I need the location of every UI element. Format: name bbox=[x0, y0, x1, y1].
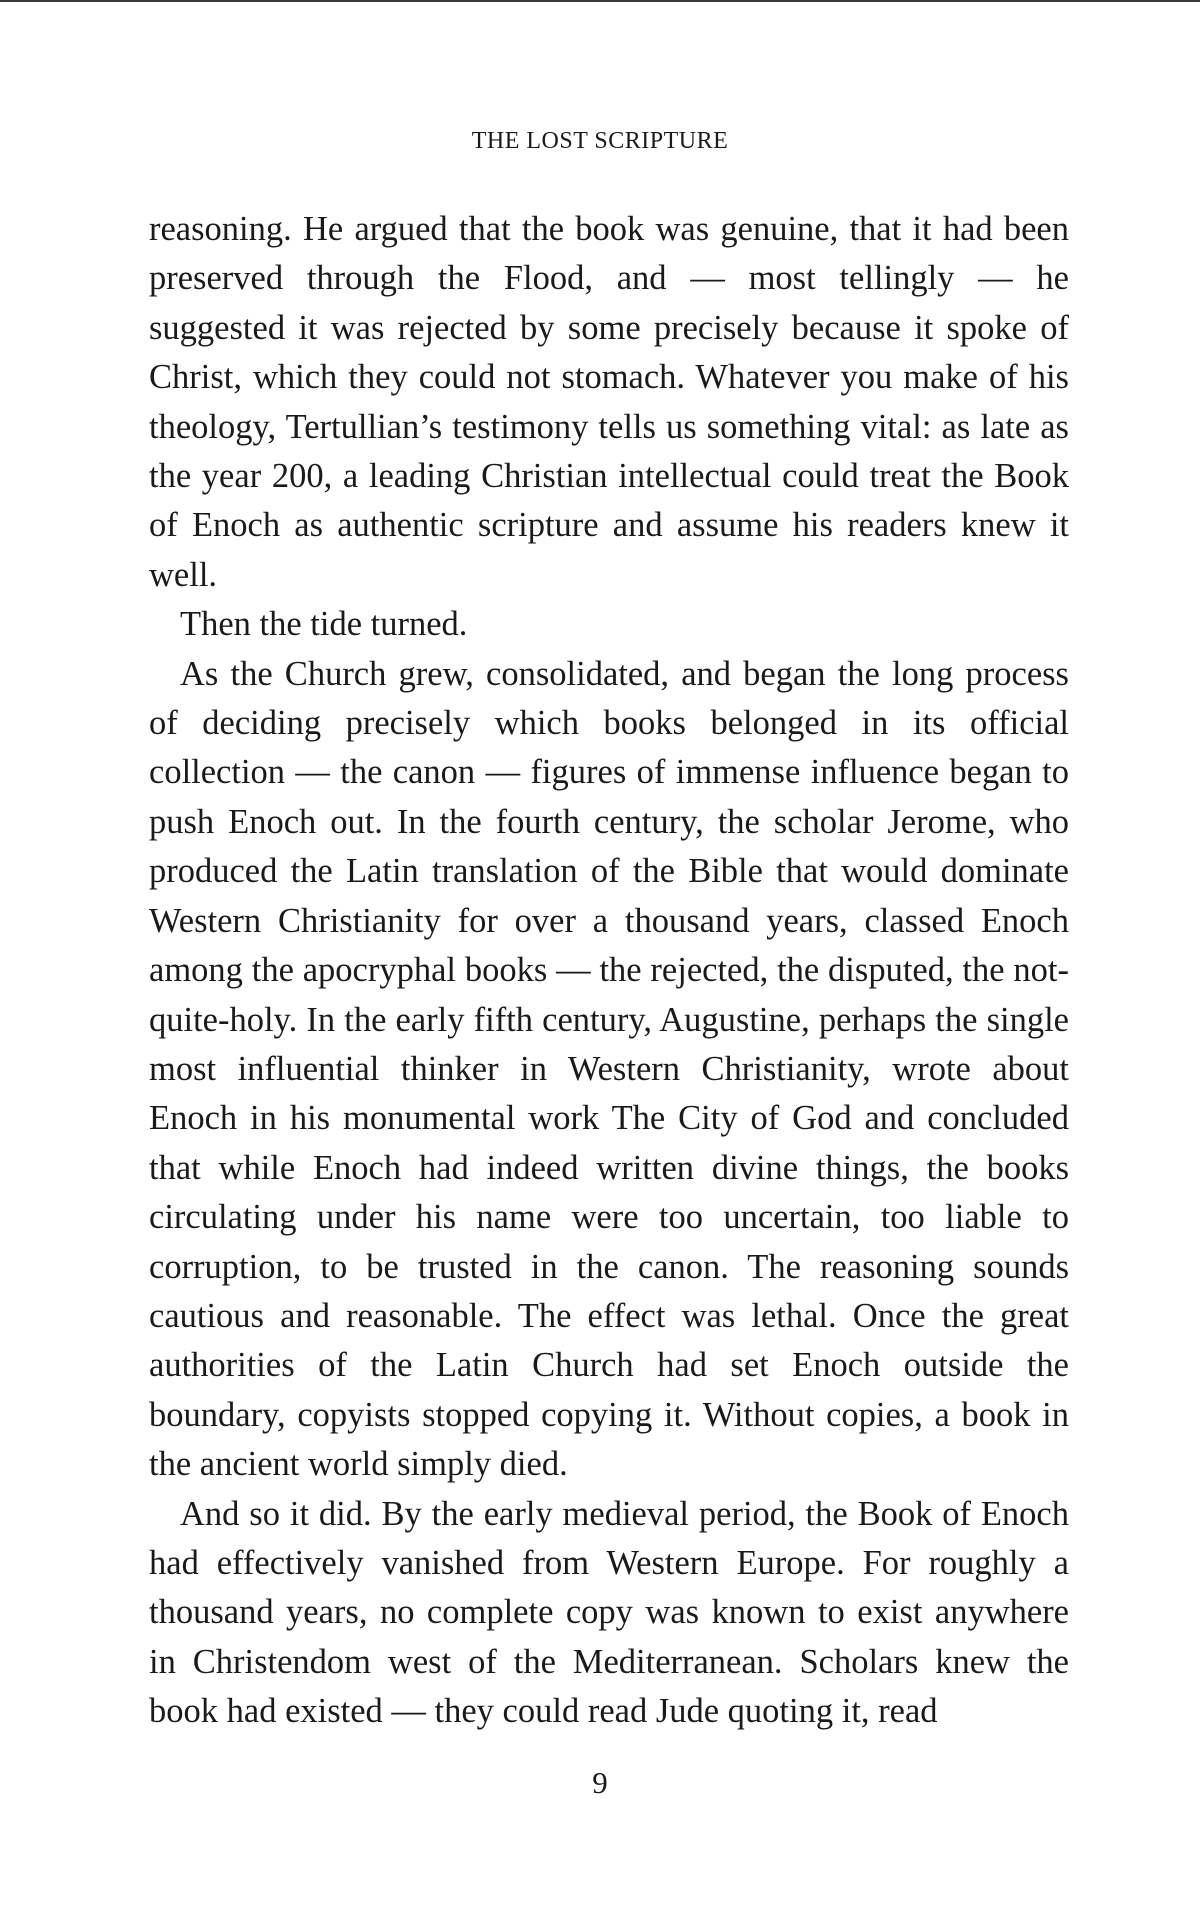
paragraph-continued: reasoning. He argued that the book was genuine, that it had been preserved through the Flood, and — most tellingly — he suggested it was rejected by some precisely because it spoke of Christ, which they could not stomach. Whatever you make of his theology, Tertullian’s testimony tells us something vital: as late as the year 200, a leading Christian intellectual could treat the Book of Enoch as authentic scripture and assume his readers knew it well. bbox=[149, 210, 1069, 594]
body-text bbox=[149, 205, 1069, 1737]
page-number: 9 bbox=[592, 1765, 608, 1800]
paragraph-tide-turned: Then the tide turned. bbox=[180, 605, 468, 644]
paragraph-vanished: And so it did. By the early medieval period, the Book of Enoch had effectively vanished from Western Europe. For roughly a thousand years, no complete copy was known to exist anywhere in Christendom west of the Mediterranean. Scholars knew the book had existed — they could read Jude quoting it, read bbox=[149, 1494, 1069, 1731]
top-border-rule bbox=[0, 0, 1200, 2]
paragraph-church-canon: As the Church grew, consolidated, and began the long process of deciding precisely which books belonged in its official collection — the canon — figures of immense influence began to push Enoch out. In the fourth century, the scholar Jerome, who produced the Latin translation of the Bible that would dominate Western Christianity for over a thousand years, classed Enoch among the apocryphal books — the rejected, the disputed, the not-quite-holy. In the early fifth century, Augustine, perhaps the single most influential thinker in Western Christianity, wrote about Enoch in his monumental work The City of God and concluded that while Enoch had indeed written divine things, the books circulating under his name were too uncertain, too liable to corruption, to be trusted in the canon. The reasoning sounds cautious and reasonable. The effect was lethal. Once the great authorities of the Latin Church had set Enoch outside the boundary, copyists stopped copying it. Without copies, a book in the ancient world simply died. bbox=[149, 654, 1069, 1484]
running-head: THE LOST SCRIPTURE bbox=[471, 128, 729, 154]
